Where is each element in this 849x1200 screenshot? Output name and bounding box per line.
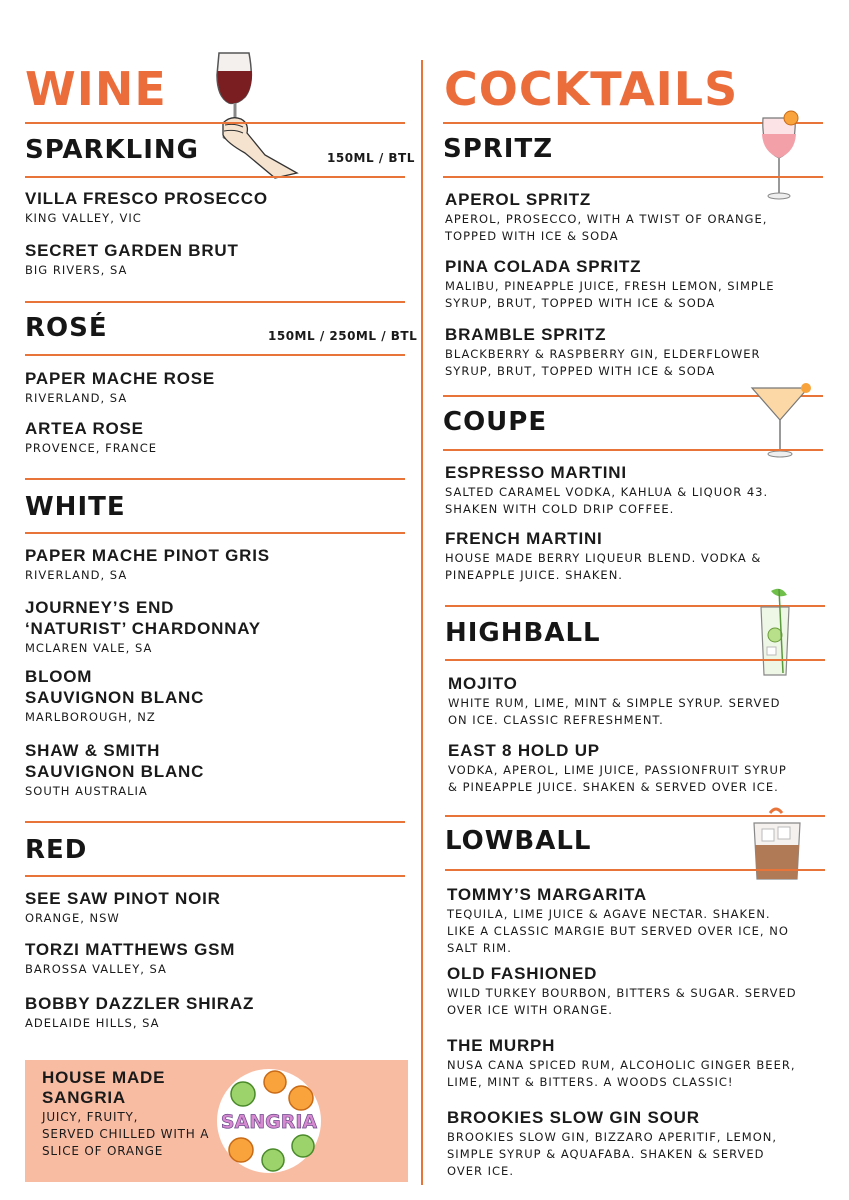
- list-item: [447, 1035, 797, 1091]
- rule: [25, 176, 405, 178]
- rule: [445, 869, 825, 871]
- item-origin: ADELAIDE HILLS, SA: [25, 1016, 160, 1030]
- item-name: SHAW & SMITH SAUVIGNON BLANC: [25, 741, 205, 781]
- item-origin: ORANGE, NSW: [25, 911, 120, 925]
- item-description: BLACKBERRY & RASPBERRY GIN, ELDERFLOWER SYRUP, BRUT, TOPPED WITH ICE & SODA: [445, 347, 761, 378]
- section-title-coupe: COUPE: [443, 407, 548, 437]
- list-item: [445, 189, 795, 245]
- section-title-sparkling: SPARKLING: [25, 135, 200, 165]
- list-item: [447, 884, 797, 957]
- item-description: SALTED CARAMEL VODKA, KAHLUA & LIQUOR 43. SHAKEN WITH COLD DRIP COFFEE.: [445, 485, 769, 516]
- rule: [445, 659, 825, 661]
- rule: [25, 478, 405, 480]
- section-title-rose: ROSÉ: [25, 313, 108, 343]
- list-item: [25, 939, 235, 978]
- sangria-badge-text: SANGRIA: [220, 1111, 318, 1133]
- item-name: BLOOM SAUVIGNON BLANC: [25, 667, 205, 707]
- section-title-white: WHITE: [25, 492, 126, 522]
- list-item: [25, 418, 157, 457]
- item-description: BROOKIES SLOW GIN, BIZZARO APERITIF, LEMON, SIMPLE SYRUP & AQUAFABA. SHAKEN & SERVED OVER ICE.: [447, 1130, 778, 1178]
- item-name: TORZI MATTHEWS GSM: [25, 940, 236, 959]
- list-item: [25, 597, 261, 657]
- rule: [25, 875, 405, 877]
- list-item: [25, 368, 215, 407]
- section-title-lowball: LOWBALL: [445, 826, 592, 856]
- rule: [443, 449, 823, 451]
- lowball-glass-icon: [750, 805, 806, 883]
- item-name: PINA COLADA SPRITZ: [445, 257, 642, 276]
- item-name: BROOKIES SLOW GIN SOUR: [447, 1108, 700, 1127]
- section-title-red: RED: [25, 835, 88, 865]
- item-name: TOMMY’S MARGARITA: [447, 885, 647, 904]
- item-origin: RIVERLAND, SA: [25, 391, 128, 405]
- item-name: ARTEA ROSE: [25, 419, 144, 438]
- rule: [443, 176, 823, 178]
- item-description: APEROL, PROSECCO, WITH A TWIST OF ORANGE, TOPPED WITH ICE & SODA: [445, 212, 768, 243]
- highball-glass-icon: [753, 585, 799, 680]
- item-name: EAST 8 HOLD UP: [448, 741, 600, 760]
- item-description: HOUSE MADE BERRY LIQUEUR BLEND. VODKA & PINEAPPLE JUICE. SHAKEN.: [445, 551, 762, 582]
- item-name: VILLA FRESCO PROSECCO: [25, 189, 268, 208]
- list-item: [25, 740, 204, 800]
- list-item: [447, 1107, 797, 1180]
- rule: [25, 821, 405, 823]
- item-name: ESPRESSO MARTINI: [445, 463, 627, 482]
- serving-sizes: 150ML / BTL: [327, 151, 415, 165]
- item-origin: MCLAREN VALE, SA: [25, 641, 153, 655]
- list-item: [25, 240, 239, 279]
- item-name: SEE SAW PINOT NOIR: [25, 889, 221, 908]
- item-origin: MARLBOROUGH, NZ: [25, 710, 156, 724]
- column-divider: [421, 60, 423, 1185]
- list-item: [445, 324, 795, 380]
- item-origin: BIG RIVERS, SA: [25, 263, 128, 277]
- item-origin: SOUTH AUSTRALIA: [25, 784, 148, 798]
- item-name: JOURNEY’S END ‘NATURIST’ CHARDONNAY: [25, 598, 261, 638]
- rule: [25, 122, 405, 124]
- list-item: [445, 528, 795, 584]
- section-title-highball: HIGHBALL: [445, 618, 601, 648]
- list-item: [448, 740, 798, 796]
- sangria-name: HOUSE MADE SANGRIA: [42, 1068, 166, 1107]
- rule: [25, 301, 405, 303]
- item-name: BRAMBLE SPRITZ: [445, 325, 607, 344]
- item-name: PAPER MACHE ROSE: [25, 369, 216, 388]
- item-name: SECRET GARDEN BRUT: [25, 241, 239, 260]
- list-item: [448, 673, 798, 729]
- item-name: OLD FASHIONED: [447, 964, 598, 983]
- item-description: WILD TURKEY BOURBON, BITTERS & SUGAR. SERVED OVER ICE WITH ORANGE.: [447, 986, 797, 1017]
- wine-title: WINE: [25, 62, 167, 116]
- list-item: [25, 545, 270, 584]
- rule: [25, 532, 405, 534]
- sangria-badge-icon: [213, 1066, 325, 1176]
- section-title-spritz: SPRITZ: [443, 134, 554, 164]
- serving-sizes: 150ML / 250ML / BTL: [268, 329, 418, 343]
- item-name: BOBBY DAZZLER SHIRAZ: [25, 994, 255, 1013]
- list-item: [25, 666, 204, 726]
- list-item: [25, 993, 254, 1032]
- list-item: [447, 963, 797, 1019]
- item-origin: BAROSSA VALLEY, SA: [25, 962, 167, 976]
- item-origin: KING VALLEY, VIC: [25, 211, 142, 225]
- martini-glass-icon: [748, 380, 816, 460]
- list-item: [445, 462, 795, 518]
- rule: [25, 354, 405, 356]
- spritz-glass-icon: [755, 104, 805, 202]
- item-name: THE MURPH: [447, 1036, 556, 1055]
- item-description: MALIBU, PINEAPPLE JUICE, FRESH LEMON, SIMPLE SYRUP, BRUT, TOPPED WITH ICE & SODA: [445, 279, 775, 310]
- item-description: WHITE RUM, LIME, MINT & SIMPLE SYRUP. SERVED ON ICE. CLASSIC REFRESHMENT.: [448, 696, 781, 727]
- sangria-description: JUICY, FRUITY, SERVED CHILLED WITH A SLICE OF ORANGE: [42, 1110, 210, 1158]
- item-origin: RIVERLAND, SA: [25, 568, 128, 582]
- item-name: APEROL SPRITZ: [445, 190, 592, 209]
- list-item: [25, 888, 221, 927]
- cocktails-title: COCKTAILS: [444, 62, 739, 116]
- item-description: TEQUILA, LIME JUICE & AGAVE NECTAR. SHAKEN. LIKE A CLASSIC MARGIE BUT SERVED OVER ICE, NO SALT RIM.: [447, 907, 789, 955]
- item-name: PAPER MACHE PINOT GRIS: [25, 546, 270, 565]
- wine-glass-hand-icon: [205, 45, 305, 180]
- item-origin: PROVENCE, FRANCE: [25, 441, 158, 455]
- list-item: [25, 188, 268, 227]
- item-name: MOJITO: [448, 674, 518, 693]
- item-name: FRENCH MARTINI: [445, 529, 603, 548]
- sangria-feature-box: [25, 1060, 408, 1182]
- item-description: VODKA, APEROL, LIME JUICE, PASSIONFRUIT SYRUP & PINEAPPLE JUICE. SHAKEN & SERVED OVER ICE.: [448, 763, 787, 794]
- list-item: [445, 256, 795, 312]
- item-description: NUSA CANA SPICED RUM, ALCOHOLIC GINGER BEER, LIME, MINT & BITTERS. A WOODS CLASSIC!: [447, 1058, 796, 1089]
